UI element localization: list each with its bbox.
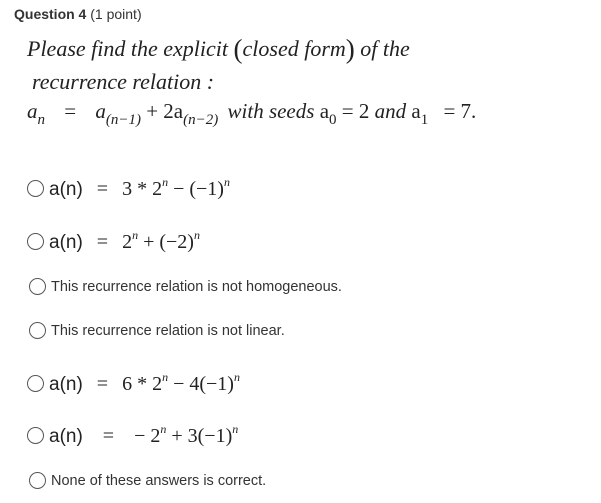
prompt-line-2: recurrence relation : (32, 69, 215, 94)
option-label: This recurrence relation is not linear. (51, 322, 285, 339)
option-label: None of these answers is correct. (51, 472, 267, 489)
radio-button[interactable] (27, 180, 44, 197)
answer-option-5[interactable] (27, 370, 240, 396)
answer-option-3[interactable] (29, 278, 342, 295)
answer-option-1[interactable] (27, 175, 230, 201)
question-number: Question 4 (14, 6, 87, 22)
answer-option-7[interactable] (29, 472, 266, 489)
radio-button[interactable] (29, 278, 46, 295)
radio-button[interactable] (27, 233, 44, 250)
recurrence-equation: $a_n = a_{(n-1)} + 2a_{(n-2)}$ with seeds $a_0 = 2$ and $a_1 = 7$. (27, 99, 477, 128)
option-math: $a(n) = 6 * 2^n - 4(-1)^n$ (49, 370, 240, 395)
answer-option-4[interactable] (29, 322, 285, 339)
prompt-line-1: Please find the explicit (closed form) of the (27, 34, 410, 64)
question-points: (1 point) (90, 6, 142, 22)
radio-button[interactable] (27, 427, 44, 444)
option-math: $a(n) = 2^n + (-2)^n$ (49, 228, 200, 253)
radio-button[interactable] (27, 375, 44, 392)
option-math: $a(n) = 3 * 2^n - (-1)^n$ (49, 175, 230, 200)
answer-option-6[interactable] (27, 422, 238, 448)
option-label: This recurrence relation is not homogeneous. (51, 278, 342, 295)
option-math: a(n) = − $2^n + 3(-1)^n$ (49, 422, 239, 447)
answer-option-2[interactable] (27, 228, 200, 254)
radio-button[interactable] (29, 472, 46, 489)
radio-button[interactable] (29, 322, 46, 339)
